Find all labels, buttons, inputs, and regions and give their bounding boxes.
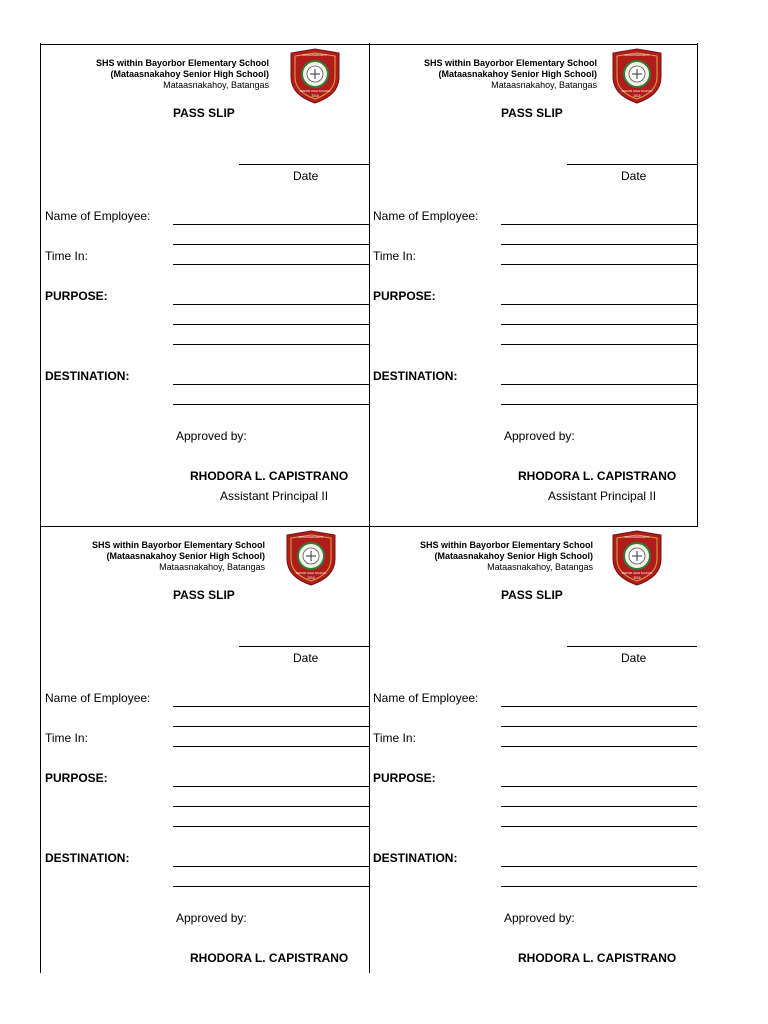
- school-subname: (Mataasnakahoy Senior High School): [110, 69, 269, 79]
- purpose-field-3[interactable]: [173, 344, 369, 345]
- seal-year: 2016: [307, 576, 315, 580]
- employee-label: Name of Employee:: [45, 209, 151, 223]
- employee-name-field-2[interactable]: [173, 244, 369, 245]
- time-in-label: Time In:: [45, 731, 88, 745]
- form-title: PASS SLIP: [501, 106, 563, 120]
- approved-by-label: Approved by:: [176, 911, 247, 925]
- purpose-field-2[interactable]: [501, 324, 697, 325]
- school-name: SHS within Bayorbor Elementary School: [91, 540, 265, 550]
- purpose-field-3[interactable]: [501, 344, 697, 345]
- seal-bottom-text: SENIOR HIGH SCHOOL: [295, 571, 327, 575]
- time-in-field[interactable]: [501, 264, 697, 265]
- purpose-field-3[interactable]: [173, 826, 369, 827]
- seal-bottom-text: SENIOR HIGH SCHOOL: [621, 89, 653, 93]
- seal-top-text: MATAASNAKAHOY: [624, 53, 650, 57]
- school-header: [365, 540, 593, 573]
- form-title: PASS SLIP: [173, 588, 235, 602]
- date-label: Date: [293, 651, 319, 665]
- destination-field-2[interactable]: [173, 886, 369, 887]
- employee-name-field[interactable]: [501, 224, 697, 225]
- school-seal-icon: [289, 47, 341, 105]
- slip-top-border: [369, 44, 698, 45]
- pass-slip-2: [369, 44, 697, 526]
- seal-year: 2016: [311, 94, 319, 98]
- school-header: [37, 540, 265, 573]
- employee-label: Name of Employee:: [373, 209, 479, 223]
- signer-name: RHODORA L. CAPISTRANO: [190, 951, 349, 965]
- purpose-field[interactable]: [501, 786, 697, 787]
- slip-top-border: [41, 44, 369, 45]
- slip-top-border: [369, 526, 698, 527]
- signer-name: RHODORA L. CAPISTRANO: [518, 951, 677, 965]
- school-seal-icon: [285, 529, 337, 587]
- school-location: Mataasnakahoy, Batangas: [491, 80, 597, 90]
- seal-bottom-text: SENIOR HIGH SCHOOL: [299, 89, 331, 93]
- school-location: Mataasnakahoy, Batangas: [163, 80, 269, 90]
- school-header: [41, 58, 269, 91]
- purpose-field-2[interactable]: [501, 806, 697, 807]
- form-title: PASS SLIP: [501, 588, 563, 602]
- employee-name-field[interactable]: [173, 706, 369, 707]
- signer-position: Assistant Principal II: [220, 489, 329, 503]
- school-subname: (Mataasnakahoy Senior High School): [434, 551, 593, 561]
- date-label: Date: [293, 169, 319, 183]
- slip-top-border: [41, 526, 369, 527]
- purpose-label: PURPOSE:: [45, 289, 108, 303]
- pass-slip-1: [41, 44, 369, 526]
- approved-by-label: Approved by:: [504, 429, 575, 443]
- date-field[interactable]: [567, 164, 697, 165]
- approved-by-label: Approved by:: [176, 429, 247, 443]
- destination-field[interactable]: [173, 384, 369, 385]
- employee-name-field-2[interactable]: [173, 726, 369, 727]
- employee-name-field-2[interactable]: [501, 726, 697, 727]
- signer-name: RHODORA L. CAPISTRANO: [518, 469, 677, 483]
- date-label: Date: [621, 651, 647, 665]
- school-seal-icon: [611, 47, 663, 105]
- approved-by-label: Approved by:: [504, 911, 575, 925]
- destination-field[interactable]: [501, 384, 697, 385]
- pass-slip-3: [41, 526, 369, 1008]
- school-header: [369, 58, 597, 91]
- time-in-label: Time In:: [373, 731, 416, 745]
- destination-label: DESTINATION:: [373, 851, 458, 865]
- time-in-field[interactable]: [173, 264, 369, 265]
- time-in-field[interactable]: [173, 746, 369, 747]
- purpose-field[interactable]: [501, 304, 697, 305]
- purpose-field-2[interactable]: [173, 806, 369, 807]
- employee-name-field[interactable]: [173, 224, 369, 225]
- destination-label: DESTINATION:: [373, 369, 458, 383]
- seal-top-text: MATAASNAKAHOY: [302, 53, 328, 57]
- destination-field-2[interactable]: [173, 404, 369, 405]
- purpose-field[interactable]: [173, 786, 369, 787]
- purpose-label: PURPOSE:: [373, 289, 436, 303]
- school-location: Mataasnakahoy, Batangas: [159, 562, 265, 572]
- date-field[interactable]: [567, 646, 697, 647]
- seal-year: 2016: [633, 576, 641, 580]
- destination-field-2[interactable]: [501, 886, 697, 887]
- date-field[interactable]: [239, 164, 369, 165]
- employee-label: Name of Employee:: [45, 691, 151, 705]
- school-name: SHS within Bayorbor Elementary School: [423, 58, 597, 68]
- seal-top-text: MATAASNAKAHOY: [624, 535, 650, 539]
- time-in-field[interactable]: [501, 746, 697, 747]
- form-title: PASS SLIP: [173, 106, 235, 120]
- seal-year: 2016: [633, 94, 641, 98]
- signer-name: RHODORA L. CAPISTRANO: [190, 469, 349, 483]
- purpose-field-3[interactable]: [501, 826, 697, 827]
- purpose-field[interactable]: [173, 304, 369, 305]
- date-label: Date: [621, 169, 647, 183]
- school-subname: (Mataasnakahoy Senior High School): [438, 69, 597, 79]
- destination-label: DESTINATION:: [45, 369, 130, 383]
- destination-field-2[interactable]: [501, 404, 697, 405]
- destination-label: DESTINATION:: [45, 851, 130, 865]
- employee-name-field[interactable]: [501, 706, 697, 707]
- time-in-label: Time In:: [45, 249, 88, 263]
- destination-field[interactable]: [173, 866, 369, 867]
- employee-label: Name of Employee:: [373, 691, 479, 705]
- purpose-label: PURPOSE:: [45, 771, 108, 785]
- purpose-label: PURPOSE:: [373, 771, 436, 785]
- school-name: SHS within Bayorbor Elementary School: [419, 540, 593, 550]
- school-name: SHS within Bayorbor Elementary School: [95, 58, 269, 68]
- date-field[interactable]: [239, 646, 369, 647]
- right-border: [697, 43, 698, 527]
- purpose-field-2[interactable]: [173, 324, 369, 325]
- pass-slip-4: [369, 526, 697, 1008]
- school-subname: (Mataasnakahoy Senior High School): [106, 551, 265, 561]
- employee-name-field-2[interactable]: [501, 244, 697, 245]
- school-location: Mataasnakahoy, Batangas: [487, 562, 593, 572]
- time-in-label: Time In:: [373, 249, 416, 263]
- seal-top-text: MATAASNAKAHOY: [298, 535, 324, 539]
- signer-position: Assistant Principal II: [548, 489, 657, 503]
- school-seal-icon: [611, 529, 663, 587]
- seal-bottom-text: SENIOR HIGH SCHOOL: [621, 571, 653, 575]
- destination-field[interactable]: [501, 866, 697, 867]
